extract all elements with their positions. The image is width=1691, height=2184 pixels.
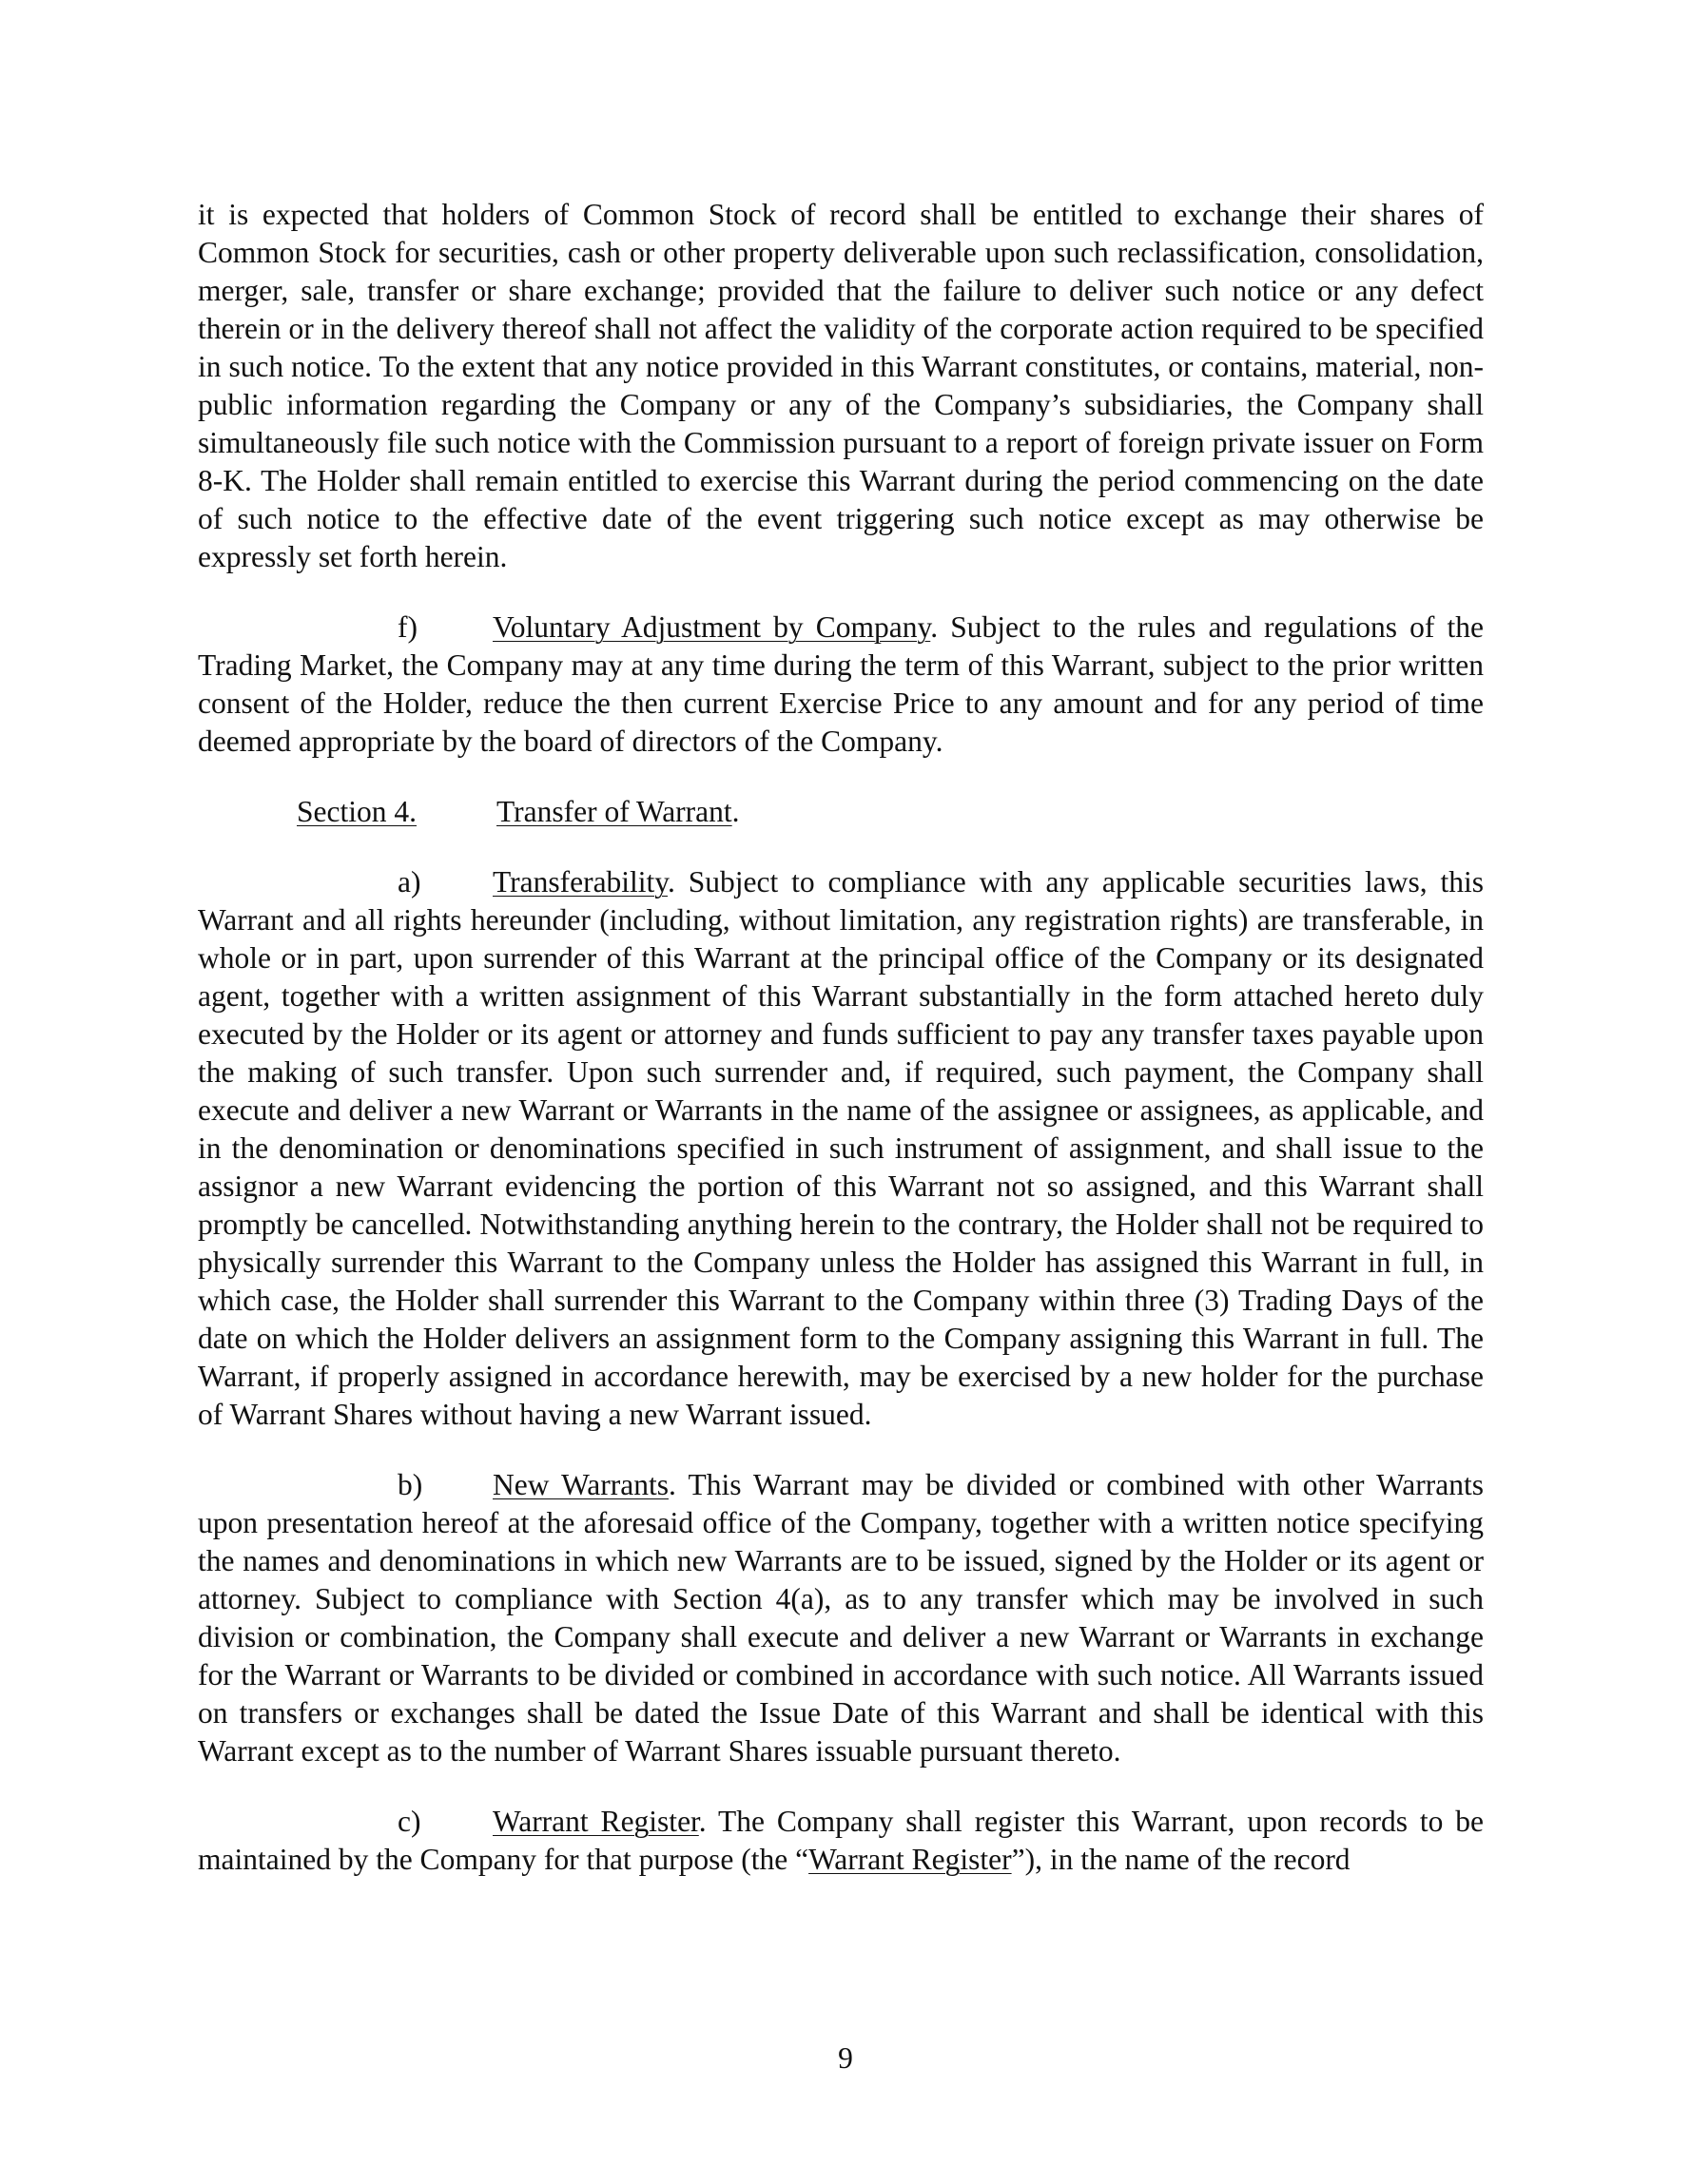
subsection-title-a: Transferability xyxy=(493,865,669,899)
paragraph-b xyxy=(198,1466,1484,1770)
subsection-body-f: . Subject to the rules and regulations of the Trading Market, the Company may at any time during the term of this Warrant, subject to the prior written consent of the Holder, reduce the then current Exercise Price to any amount and for any period of time deemed appropriate by the board of directors of the Company. xyxy=(198,610,1484,758)
section-title: Transfer of Warrant xyxy=(496,795,732,828)
paragraph-a xyxy=(198,863,1484,1434)
subsection-title-c: Warrant Register xyxy=(493,1805,699,1838)
subsection-title-f: Voluntary Adjustment by Company xyxy=(493,610,931,644)
subsection-label-f: f) xyxy=(398,610,418,644)
defined-term-warrant-register: Warrant Register xyxy=(808,1843,1012,1876)
paragraph-c xyxy=(198,1803,1484,1879)
page-number: 9 xyxy=(838,2041,853,2075)
document-body xyxy=(198,196,1484,1911)
paragraph-f xyxy=(198,609,1484,761)
subsection-label-c: c) xyxy=(398,1805,421,1838)
subsection-body-a: . Subject to compliance with any applicable securities laws, this Warrant and all rights hereunder (including, without limitation, any registration rights) are transferable, in whole or in part, upon surrender of this Warrant at the principal office of the Company or its designated agent, together with a written assignment of this Warrant substantially in the form attached hereto duly executed by the Holder or its agent or attorney and funds sufficient to pay any transfer taxes payable upon the making of such transfer. Upon such surrender and, if required, such payment, the Company shall execute and deliver a new Warrant or Warrants in the name of the assignee or assignees, as applicable, and in the denomination or denominations specified in such instrument of assignment, and shall issue to the assignor a new Warrant evidencing the portion of this Warrant not so assigned, and this Warrant shall promptly be cancelled. Notwithstanding anything herein to the contrary, the Holder shall not be required to physically surrender this Warrant to the Company unless the Holder has assigned this Warrant in full, in which case, the Holder shall surrender this Warrant to the Company within three (3) Trading Days of the date on which the Holder delivers an assignment form to the Company assigning this Warrant in full. The Warrant, if properly assigned in accordance herewith, may be exercised by a new holder for the purchase of Warrant Shares without having a new Warrant issued. xyxy=(198,865,1484,1431)
section-title-trail: . xyxy=(731,795,740,828)
subsection-label-b: b) xyxy=(398,1468,423,1501)
section-number: Section 4. xyxy=(297,795,417,828)
subsection-title-b: New Warrants xyxy=(493,1468,669,1501)
subsection-body-b: . This Warrant may be divided or combined with other Warrants upon presentation hereof at the aforesaid office of the Company, together with a written notice specifying the names and denominations in which new Warrants are to be issued, signed by the Holder or its agent or attorney. Subject to compliance with Section 4(a), as to any transfer which may be involved in such division or combination, the Company shall execute and deliver a new Warrant or Warrants in exchange for the Warrant or Warrants to be divided or combined in accordance with such notice. All Warrants issued on transfers or exchanges shall be dated the Issue Date of this Warrant and shall be identical with this Warrant except as to the number of Warrant Shares issuable pursuant thereto. xyxy=(198,1468,1484,1768)
section-4-heading xyxy=(198,793,1484,831)
paragraph-continuation: it is expected that holders of Common Stock of record shall be entitled to exchange their shares of Common Stock for securities, cash or other property deliverable upon such reclassification, consolidation, merger, sale, transfer or share exchange; provided that the failure to deliver such notice or any defect therein or in the delivery thereof shall not affect the validity of the corporate action required to be specified in such notice. To the extent that any notice provided in this Warrant constitutes, or contains, material, non-public information regarding the Company or any of the Company’s subsidiaries, the Company shall simultaneously file such notice with the Commission pursuant to a report of foreign private issuer on Form 8-K. The Holder shall remain entitled to exercise this Warrant during the period commencing on the date of such notice to the effective date of the event triggering such notice except as may otherwise be expressly set forth herein. xyxy=(198,198,1484,573)
subsection-body-c-1: . The Company shall register this Warrant, upon records to be maintained by the Company for that purpose (the “ xyxy=(198,1805,1484,1876)
subsection-body-c-2: ”), in the name of the record xyxy=(1011,1843,1351,1876)
subsection-label-a: a) xyxy=(398,865,421,899)
